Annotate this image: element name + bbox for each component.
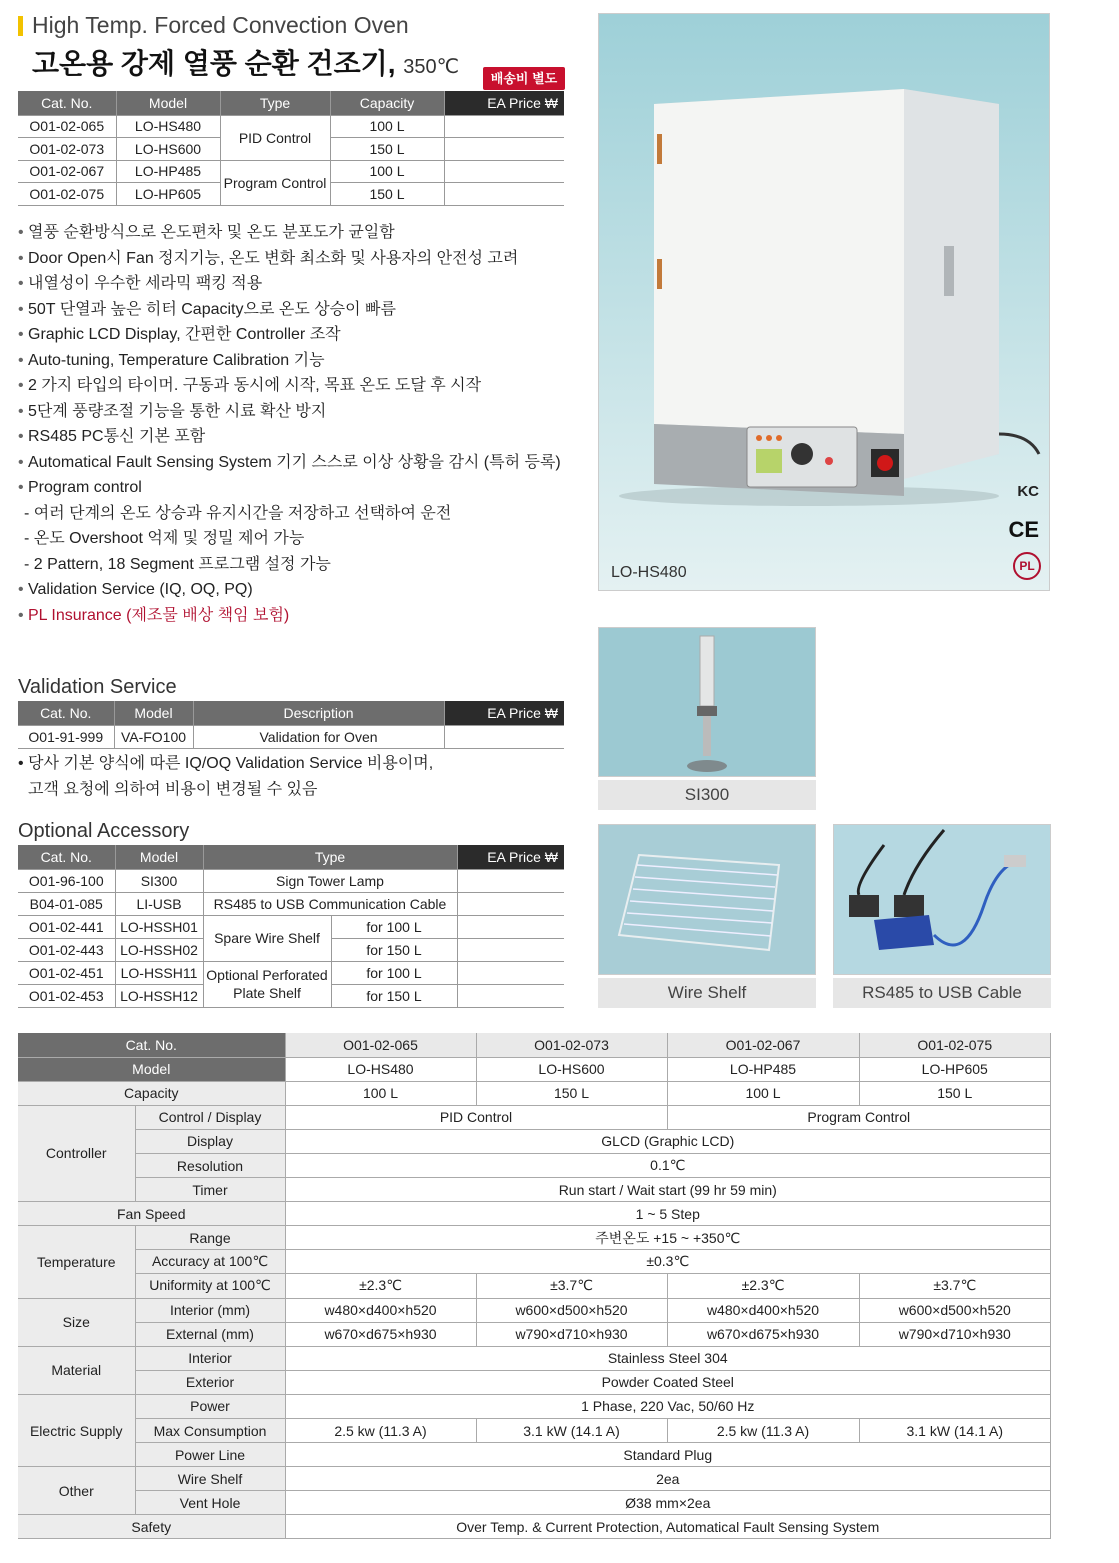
table-row [18,869,564,892]
spec-value: w670×d675×h930 [667,1322,859,1346]
sub-list-item: - 2 Pattern, 18 Segment 프로그램 설정 가능 [24,555,331,573]
spec-label: Control / Display [135,1105,285,1129]
sub-list-item: - 온도 Overshoot 억제 및 정밀 제어 가능 [24,530,305,547]
spec-label: Resolution [135,1153,285,1177]
spec-table [18,1033,1051,1539]
type: Program Control [220,160,330,205]
spec-label: Range [135,1226,285,1250]
spec-cat: O01-02-075 [859,1033,1051,1057]
oven-caption: LO-HS480 [611,564,687,581]
list-item: • Door Open시 Fan 정지기능, 온도 변화 최소화 및 사용자의 안전성 고려 [18,246,561,272]
list-item: • 5단계 풍량조절 기능을 통한 시료 확산 방지 [18,399,561,425]
spec-label: Safety [18,1515,285,1539]
spec-value: 150 L [476,1081,667,1105]
table-row [18,1491,1051,1515]
spec-label: Timer [135,1178,285,1202]
note-line: 고객 요청에 의하여 비용이 변경될 수 있음 [28,781,318,798]
spec-label: Power Line [135,1443,285,1467]
list-item: • Graphic LCD Display, 간편한 Controller 조작 [18,322,561,348]
col-model: Model [116,91,220,115]
list-item: • 내열성이 우수한 세라믹 팩킹 적용 [18,271,561,297]
spec-value: ±2.3℃ [667,1274,859,1298]
spec-label: Fan Speed [18,1202,285,1226]
spec-group: Other [18,1467,135,1515]
spec-value: 0.1℃ [285,1153,1051,1177]
spec-label: Vent Hole [135,1491,285,1515]
spec-value: w480×d400×h520 [285,1298,476,1322]
si300-photo [598,627,816,777]
cat-no: O01-02-075 [18,183,116,206]
cat-no: O01-02-067 [18,160,116,183]
wire-shelf-photo [598,824,816,975]
spec-value: 1 ~ 5 Step [285,1202,1051,1226]
table-row [18,725,564,748]
spec-value: w600×d500×h520 [859,1298,1051,1322]
type: Spare Wire Shelf [203,915,331,961]
col-type: Type [220,91,330,115]
spec-group: Size [18,1298,135,1346]
model: VA-FO100 [114,725,193,748]
table-row [18,1202,1051,1226]
price [444,183,564,206]
table-row [18,1033,1051,1057]
table-row [18,1419,1051,1443]
table-row [18,1057,1051,1081]
table-row [18,1515,1051,1539]
col-model: Model [114,701,193,725]
spec-label: Display [135,1129,285,1153]
table-row [18,1443,1051,1467]
spec-value: 2ea [285,1467,1051,1491]
model: LO-HSSH01 [115,915,203,938]
spec-value: PID Control [285,1105,667,1129]
spec-value: ±2.3℃ [285,1274,476,1298]
list-item: • RS485 PC통신 기본 포함 [18,424,561,450]
col-description: Description [193,701,444,725]
type: PID Control [220,115,330,160]
spec-value: LO-HP605 [859,1057,1051,1081]
list-item: • 열풍 순환방식으로 온도편차 및 온도 분포도가 균일함 [18,220,561,246]
table-row [18,915,564,938]
pl-mark-icon: PL [1013,552,1041,580]
cable-illustration [834,825,1051,975]
table-row [18,1394,1051,1418]
cat-no: O01-02-073 [18,138,116,161]
spec-value: 3.1 kW (14.1 A) [476,1419,667,1443]
cat-no: O01-91-999 [18,725,114,748]
validation-note [18,751,433,803]
price [444,138,564,161]
spec-value: Stainless Steel 304 [285,1346,1051,1370]
table-row [18,115,564,138]
spec-value: LO-HS480 [285,1057,476,1081]
model: LO-HP605 [116,183,220,206]
cable-caption: RS485 to USB Cable [833,978,1051,1008]
wire-shelf-illustration [599,825,816,975]
spec-cat: O01-02-065 [285,1033,476,1057]
col-price: EA Price ₩ [444,91,564,115]
price [444,115,564,138]
spec-group: Material [18,1346,135,1394]
cat-no: O01-02-453 [18,984,115,1007]
table-row [18,1298,1051,1322]
spec-group: Temperature [18,1226,135,1298]
spec-value: Standard Plug [285,1443,1051,1467]
table-row [18,1129,1051,1153]
spec-label: Capacity [18,1081,285,1105]
cat-no: O01-96-100 [18,869,115,892]
price [457,915,564,938]
spec-value: ±0.3℃ [285,1250,1051,1274]
type: Optional Perforated Plate Shelf [203,961,331,1007]
spec-group: Controller [18,1105,135,1201]
spec-cat: O01-02-067 [667,1033,859,1057]
spec-value: w480×d400×h520 [667,1298,859,1322]
spec-label: Max Consumption [135,1419,285,1443]
wire-shelf-caption: Wire Shelf [598,978,816,1008]
list-item: • 50T 단열과 높은 히터 Capacity으로 온도 상승이 빠름 [18,297,561,323]
spec-cat: O01-02-073 [476,1033,667,1057]
spec-label: Uniformity at 100℃ [135,1274,285,1298]
spec-label: Wire Shelf [135,1467,285,1491]
price [457,869,564,892]
description: Validation for Oven [193,725,444,748]
list-item: • Automatical Fault Sensing System 기기 스스로 이상 상황을 감시 (특허 등록) [18,450,561,476]
spec-label: Cat. No. [18,1033,285,1057]
spec-value: LO-HS600 [476,1057,667,1081]
spec-value: w670×d675×h930 [285,1322,476,1346]
table-row [18,892,564,915]
col-type: Type [203,845,457,869]
col-cat: Cat. No. [18,91,116,115]
spec-label: Interior (mm) [135,1298,285,1322]
price [457,961,564,984]
price [444,160,564,183]
spec-group: Electric Supply [18,1394,135,1466]
pl-insurance: • PL Insurance (제조물 배상 책임 보험) [18,603,561,629]
accessory-table [18,845,564,1008]
cat-no: O01-02-451 [18,961,115,984]
validation-table [18,701,564,749]
spec-value: w790×d710×h930 [476,1322,667,1346]
validation-title: Validation Service [18,676,177,698]
title-korean-text: 고온용 강제 열풍 순환 건조기, [32,48,396,79]
sign-tower-illustration [599,628,816,777]
spec-value: 3.1 kW (14.1 A) [859,1419,1051,1443]
spec-value: 1 Phase, 220 Vac, 50/60 Hz [285,1394,1051,1418]
spec-label: Exterior [135,1370,285,1394]
oven-illustration [599,14,1050,591]
spec-value: w790×d710×h930 [859,1322,1051,1346]
spec-value: Powder Coated Steel [285,1370,1051,1394]
spec-value: 2.5 kw (11.3 A) [667,1419,859,1443]
model: SI300 [115,869,203,892]
title-temperature: 350℃ [403,56,460,78]
spec-value: GLCD (Graphic LCD) [285,1129,1051,1153]
spec-value: Ø38 mm×2ea [285,1491,1051,1515]
col-capacity: Capacity [330,91,444,115]
col-cat: Cat. No. [18,701,114,725]
spec-value: Over Temp. & Current Protection, Automatical Fault Sensing System [285,1515,1051,1539]
title-korean [32,42,459,82]
capacity: 150 L [330,138,444,161]
price [457,984,564,1007]
list-item: • Program control [18,475,561,501]
col-cat: Cat. No. [18,845,115,869]
kc-mark-icon: KC [1017,483,1039,500]
table-row [18,1322,1051,1346]
ce-mark-icon: CE [1008,517,1039,542]
product-table [18,91,564,206]
spec-value: LO-HP485 [667,1057,859,1081]
spec-label: Interior [135,1346,285,1370]
table-row [18,1178,1051,1202]
capacity: 100 L [330,115,444,138]
si300-caption: SI300 [598,780,816,810]
shipping-badge: 배송비 별도 [483,67,565,90]
spec-value: ±3.7℃ [859,1274,1051,1298]
note-line: • 당사 기본 양식에 따른 IQ/OQ Validation Service 비용이며, [18,755,434,772]
list-item: • Auto-tuning, Temperature Calibration 기능 [18,348,561,374]
spec-label: Accuracy at 100℃ [135,1250,285,1274]
type: Sign Tower Lamp [203,869,457,892]
col-price: EA Price ₩ [457,845,564,869]
spec-label: Power [135,1394,285,1418]
spec-label: External (mm) [135,1322,285,1346]
capacity: 150 L [330,183,444,206]
sub-list-item: - 여러 단계의 온도 상승과 유지시간을 저장하고 선택하여 운전 [24,504,452,522]
model: LO-HSSH11 [115,961,203,984]
table-row [18,1153,1051,1177]
spec-value: 주변온도 +15 ~ +350℃ [285,1226,1051,1250]
table-row [18,1370,1051,1394]
feature-list [18,220,561,628]
table-row [18,1274,1051,1298]
spec-value: ±3.7℃ [476,1274,667,1298]
list-item: • 2 가지 타입의 타이머. 구동과 동시에 시작, 목표 온도 도달 후 시작 [18,373,561,399]
col-price: EA Price ₩ [444,701,564,725]
price [444,725,564,748]
cat-no: O01-02-443 [18,938,115,961]
model: LO-HS600 [116,138,220,161]
model: LO-HP485 [116,160,220,183]
table-row [18,160,564,183]
price [457,892,564,915]
model: LO-HS480 [116,115,220,138]
oven-photo [598,13,1050,591]
spec-value: 2.5 kw (11.3 A) [285,1419,476,1443]
table-row [18,1346,1051,1370]
table-row [18,1081,1051,1105]
table-row [18,961,564,984]
spec-value: Program Control [667,1105,1051,1129]
spec-label: Model [18,1057,285,1081]
spec-value: w600×d500×h520 [476,1298,667,1322]
col-model: Model [115,845,203,869]
list-item: • Validation Service (IQ, OQ, PQ) [18,577,561,603]
capacity: for 150 L [331,938,457,961]
model: LI-USB [115,892,203,915]
cat-no: O01-02-065 [18,115,116,138]
cable-photo [833,824,1051,975]
accessory-title: Optional Accessory [18,820,190,842]
spec-value: Run start / Wait start (99 hr 59 min) [285,1178,1051,1202]
table-row [18,1226,1051,1250]
capacity: for 150 L [331,984,457,1007]
price [457,938,564,961]
type: RS485 to USB Communication Cable [203,892,457,915]
capacity: for 100 L [331,961,457,984]
capacity: for 100 L [331,915,457,938]
table-row [18,1250,1051,1274]
spec-value: 100 L [285,1081,476,1105]
spec-value: 150 L [859,1081,1051,1105]
model: LO-HSSH02 [115,938,203,961]
table-row [18,1105,1051,1129]
capacity: 100 L [330,160,444,183]
title-english: High Temp. Forced Convection Oven [18,12,409,39]
model: LO-HSSH12 [115,984,203,1007]
cat-no: B04-01-085 [18,892,115,915]
cat-no: O01-02-441 [18,915,115,938]
table-row [18,1467,1051,1491]
spec-value: 100 L [667,1081,859,1105]
